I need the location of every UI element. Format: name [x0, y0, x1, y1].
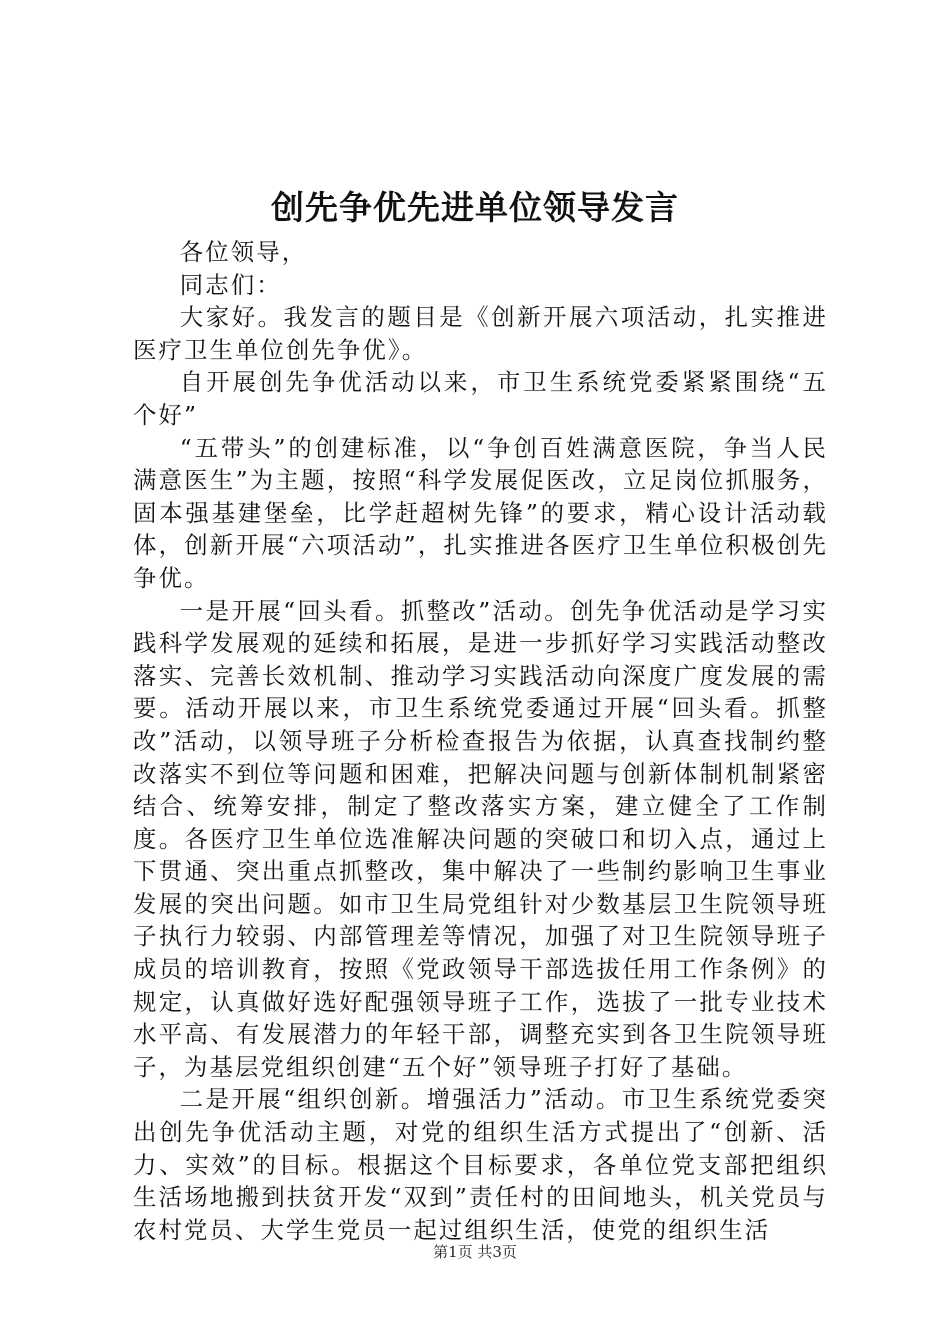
- paragraph-activity-one: 一是开展“回头看。抓整改”活动。创先争优活动是学习实践科学发展观的延续和拓展，是进一步抓好学习实践活动整改落实、完善长效机制、推动学习实践活动向深度广度发展的需要。活动开展以来，市卫生系统党委通过开展“回头看。抓整改”活动，以领导班子分析检查报告为依据，认真查找制约整改落实不到位等问题和困难，把解决问题与创新体制机制紧密结合、统筹安排，制定了整改落实方案，建立健全了工作制度。各医疗卫生单位选准解决问题的突破口和切入点，通过上下贯通、突出重点抓整改，集中解决了一些制约影响卫生事业发展的突出问题。如市卫生局党组针对少数基层卫生院领导班子执行力较弱、内部管理差等情况，加强了对卫生院领导班子成员的培训教育，按照《党政领导干部选拔任用工作条例》的规定，认真做好选好配强领导班子工作，选拔了一批专业技术水平高、有发展潜力的年轻干部，调整充实到各卫生院领导班子，为基层党组织创建“五个好”领导班子打好了基础。: [133, 596, 828, 1081]
- paragraph-background: 自开展创先争优活动以来，市卫生系统党委紧紧围绕“五个好”: [133, 368, 828, 429]
- paragraph-activity-two: 二是开展“组织创新。增强活力”活动。市卫生系统党委突出创先争优活动主题，对党的组织生活方式提出了“创新、活力、实效”的目标。根据这个目标要求，各单位党支部把组织生活场地搬到扶贫开发“双到”责任村的田间地头，机关党员与农村党员、大学生党员一起过组织生活，使党的组织生活: [133, 1085, 828, 1244]
- document-body: [133, 236, 828, 1246]
- salutation-leaders: 各位领导，: [179, 238, 308, 266]
- paragraph-standards: “五带头”的创建标准，以“争创百姓满意医院，争当人民满意医生”为主题，按照“科学发展促医改，立足岗位抓服务，固本强基建堡垒，比学赶超树先锋”的要求，精心设计活动载体，创新开展“六项活动”，扎实推进各医疗卫生单位积极创先争优。: [133, 433, 828, 592]
- page-footer: 第1页 共3页: [433, 1243, 517, 1261]
- salutation-comrades: 同志们：: [179, 270, 282, 299]
- paragraph-intro: 大家好。我发言的题目是《创新开展六项活动，扎实推进医疗卫生单位创先争优》。: [133, 303, 828, 364]
- document-title: 创先争优先进单位领导发言: [271, 188, 679, 227]
